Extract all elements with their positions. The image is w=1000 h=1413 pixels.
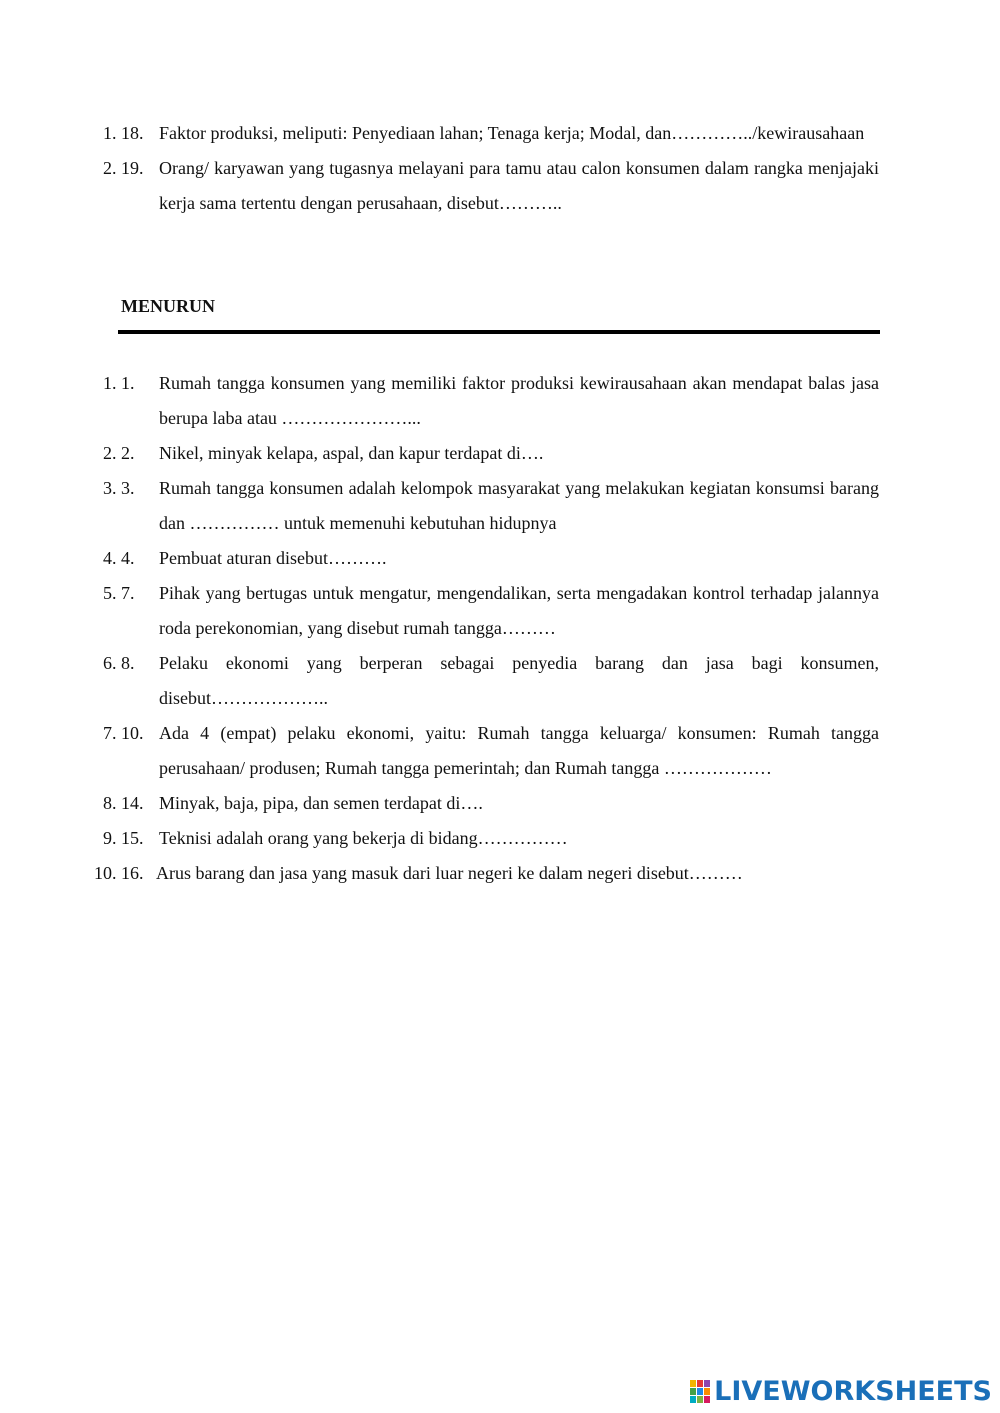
item-text: Pelaku ekonomi yang berperan sebagai penyedia barang dan jasa bagi konsumen, disebut……………….. [159, 653, 879, 708]
item-number: 3. 3. [121, 478, 135, 498]
item-text: Pihak yang bertugas untuk mengatur, mengendalikan, serta mengadakan kontrol terhadap jalannya roda perekonomian, yang disebut rumah tangga……… [159, 583, 879, 638]
item-number: 1. 18. [121, 123, 144, 143]
list-item [121, 471, 879, 541]
liveworksheets-logo-icon [690, 1380, 712, 1404]
item-text: Faktor produksi, meliputi: Penyediaan lahan; Tenaga kerja; Modal, dan…………../kewirausahaan [159, 123, 865, 143]
item-text: Minyak, baja, pipa, dan semen terdapat di…. [159, 793, 483, 813]
top-question-list [121, 116, 879, 221]
list-item [121, 366, 879, 436]
list-item [121, 541, 879, 576]
list-item [121, 856, 879, 891]
section-title: MENURUN [121, 296, 215, 316]
list-item [121, 821, 879, 856]
brand-text: LIVEWORKSHEETS [714, 1376, 992, 1407]
item-number: 6. 8. [121, 653, 135, 673]
item-text: Pembuat aturan disebut………. [159, 548, 387, 568]
menurun-question-list [121, 366, 879, 891]
list-item [121, 151, 879, 221]
item-number: 2. 19. [121, 158, 144, 178]
item-text: Teknisi adalah orang yang bekerja di bidang…………… [159, 828, 568, 848]
item-number: 9. 15. [121, 828, 144, 848]
item-number: 1. 1. [121, 373, 135, 393]
list-item [121, 716, 879, 786]
list-item [121, 786, 879, 821]
item-text: Orang/ karyawan yang tugasnya melayani para tamu atau calon konsumen dalam rangka menjajaki kerja sama tertentu dengan perusahaan, disebut……….. [159, 158, 879, 213]
item-text: Rumah tangga konsumen yang memiliki faktor produksi kewirausahaan akan mendapat balas jasa berupa laba atau …………………... [159, 373, 879, 428]
item-number: 16. [121, 863, 144, 883]
item-text: Ada 4 (empat) pelaku ekonomi, yaitu: Rumah tangga keluarga/ konsumen: Rumah tangga perusahaan/ produsen; Rumah tangga pemerintah; dan Rumah tangga ……………… [159, 723, 879, 778]
item-text: Arus barang dan jasa yang masuk dari luar negeri ke dalam negeri disebut……… [156, 863, 743, 883]
list-item [121, 436, 879, 471]
list-item [121, 116, 879, 151]
item-number: 5. 7. [121, 583, 135, 603]
item-number: 2. 2. [121, 443, 135, 463]
list-item [121, 646, 879, 716]
liveworksheets-brand[interactable] [690, 1377, 992, 1407]
item-number: 8. 14. [121, 793, 144, 813]
item-text: Nikel, minyak kelapa, aspal, dan kapur terdapat di…. [159, 443, 544, 463]
section-divider [118, 330, 880, 334]
list-item [121, 576, 879, 646]
item-text: Rumah tangga konsumen adalah kelompok masyarakat yang melakukan kegiatan konsumsi barang dan …………… untuk memenuhi kebutuhan hidupnya [159, 478, 879, 533]
item-number: 7. 10. [121, 723, 144, 743]
item-number: 4. 4. [121, 548, 135, 568]
